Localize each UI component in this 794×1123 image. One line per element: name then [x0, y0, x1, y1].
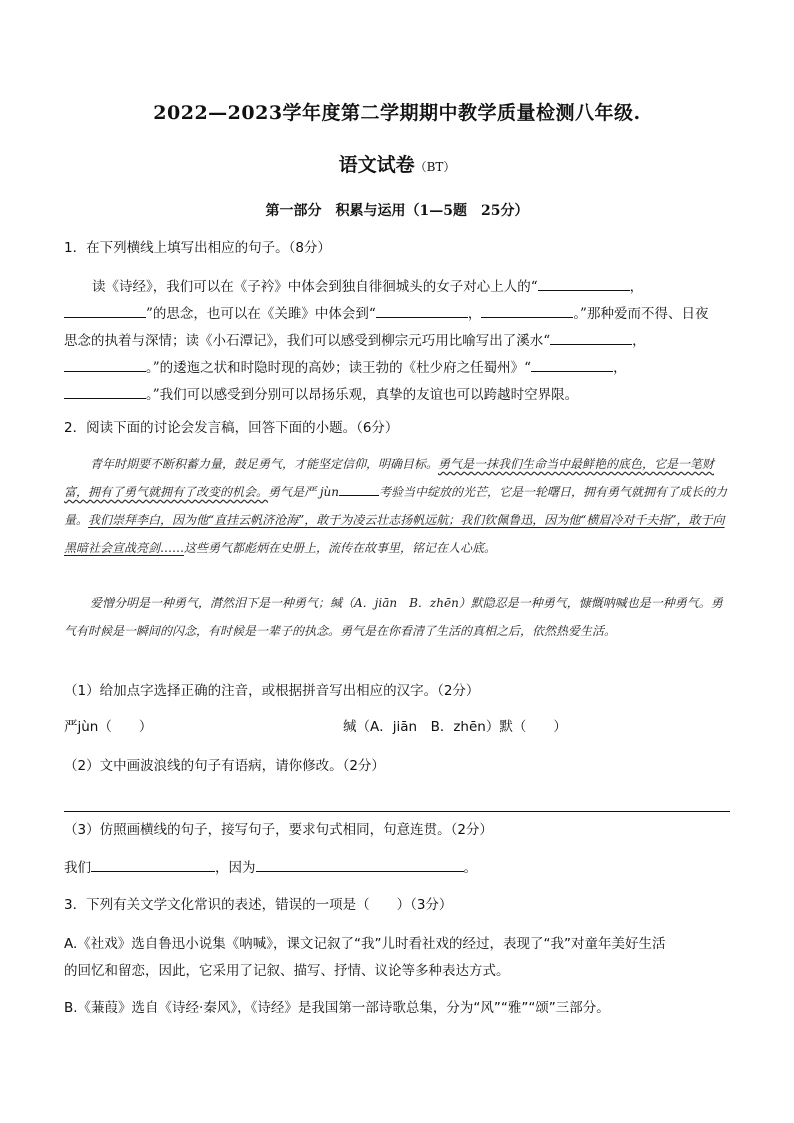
q1-text-5: 。”的逶迤之状和时隐时现的高妙；读王勃的《杜少府之任蜀州》“ — [146, 360, 532, 376]
question-1-stem: 1．在下列横线上填写出相应的句子。（8分） — [64, 240, 331, 256]
q1-blank-6[interactable] — [64, 357, 146, 372]
q1-blank-7[interactable] — [531, 357, 613, 372]
passage-1-sentence-d: 这些勇气都彪炳在史册上，流传在故事里，铭记在人心底。 — [184, 541, 497, 555]
q1-text-3: 。”那种爱而不得、日夜 — [573, 306, 709, 322]
q1-text-6: 。”我们可以感受到分别可以昂扬乐观，真挚的友谊也可以跨越时空界限。 — [146, 387, 579, 403]
q2-sub-3-answer — [64, 857, 477, 878]
q1-line-4 — [64, 357, 627, 378]
passage-pinyin-blank[interactable] — [339, 485, 379, 496]
q3-option-a-line-2: 的回忆和留恋，因此，它采用了记叙、描写、抒情、议论等多种表达方式。 — [64, 963, 510, 979]
q2-sub-1: （1）给加点字选择正确的注音，或根据拼音写出相应的汉字。（2分） — [64, 683, 480, 699]
q1-line-2 — [64, 303, 708, 324]
q1-blank-8[interactable] — [64, 384, 146, 399]
q3-option-b[interactable]: B.《蒹葭》选自《诗经·秦风》，《诗经》是我国第一部诗歌总集，分为“风”“雅”“颂”三部分。 — [64, 1000, 610, 1016]
q2-sub-1-answer-b[interactable]: 缄（A．jiān B．zhēn）默（ ） — [343, 719, 567, 735]
sub3-blank-2[interactable] — [256, 857, 464, 872]
sub3-middle: ，因为 — [215, 860, 256, 876]
question-2-stem: 2．阅读下面的讨论会发言稿，回答下面的小题。（6分） — [64, 420, 399, 436]
passage-1-sentence-c: 考验当中绽放的光芒，它是一轮曙日，拥有勇气就拥有了成长的力量。 — [64, 485, 728, 527]
subtitle-text: 语文试卷 — [338, 154, 415, 176]
q1-blank-5[interactable] — [550, 330, 632, 345]
q1-text-4: 思念的执着与深情；读《小石潭记》，我们可以感受到柳宗元巧用比喻写出了溪水“ — [64, 333, 551, 349]
question-3-stem: 3．下列有关文学文化常识的表述，错误的一项是（ ）（3分） — [64, 897, 453, 913]
sub3-prefix: 我们 — [64, 860, 91, 876]
sub3-blank-1[interactable] — [91, 857, 215, 872]
q1-comma-3: ， — [632, 333, 646, 349]
q1-line-5 — [64, 384, 578, 405]
q1-comma-4: ， — [613, 360, 627, 376]
sub3-suffix: 。 — [463, 860, 477, 876]
section-heading: 第一部分 积累与运用（1—5题 25分） — [265, 203, 529, 219]
q1-comma-2: ， — [467, 306, 482, 322]
q1-comma-1: ， — [629, 279, 644, 295]
q2-sub-2-answer-line[interactable] — [64, 811, 730, 812]
q1-blank-1[interactable] — [538, 276, 630, 291]
q2-sub-2: （2）文中画波浪线的句子有语病，请你修改。（2分） — [64, 758, 385, 774]
subtitle-note: （BT） — [414, 160, 456, 174]
passage-wavy-sentence: 勇气是一抹我们生命当中最鲜艳的底色，它是一笔财富，拥有了勇气就拥有了改变的机会。 — [64, 457, 715, 499]
passage-1-sentence-a: 青年时期要不断积蓄力量，鼓足勇气，才能坚定信仰，明确目标。 — [90, 457, 439, 471]
q1-blank-2[interactable] — [64, 303, 146, 318]
q1-blank-3[interactable] — [376, 303, 468, 318]
q1-line-1 — [92, 276, 643, 297]
q1-blank-4[interactable] — [481, 303, 573, 318]
q2-passage-1 — [64, 450, 730, 562]
q1-text-1: 读《诗经》，我们可以在《子衿》中体会到独自徘徊城头的女子对心上人的“ — [92, 279, 538, 295]
passage-1-sentence-b: 勇气是严 jùn — [268, 485, 340, 499]
exam-title: 2022—2023学年度第二学期期中教学质量检测八年级. — [153, 102, 641, 124]
q2-sub-3: （3）仿照画横线的句子，接写句子，要求句式相同，句意连贯。（2分） — [64, 822, 493, 838]
q1-text-2: ”的思念，也可以在《关雎》中体会到“ — [146, 306, 376, 322]
q1-line-3 — [64, 330, 646, 351]
q2-passage-2: 爱憎分明是一种勇气，潸然泪下是一种勇气；缄（A．jiān B．zhēn）默隐忍是一种勇气，慷慨呐喊也是一种勇气。勇气有时候是一瞬间的闪念，有时候是一辈子的执念。勇气是在你看清了生活的真相之后，依然热爱生活。 — [64, 596, 723, 638]
passage-underlined-sentence: 我们崇拜李白，因为他“直挂云帆济沧海”，敢于为凌云壮志扬帆远航；我们钦佩鲁迅，因为他“横眉冷对千夫指”，敢于向黑暗社会宣战亮剑…… — [64, 513, 725, 555]
q3-option-a-line-1[interactable]: A.《社戏》选自鲁迅小说集《呐喊》，课文记叙了“我”儿时看社戏的经过，表现了“我”对童年美好生活 — [64, 936, 666, 952]
exam-subtitle — [0, 150, 794, 177]
q2-sub-1-answer-a[interactable]: 严jùn（ ） — [64, 719, 153, 735]
